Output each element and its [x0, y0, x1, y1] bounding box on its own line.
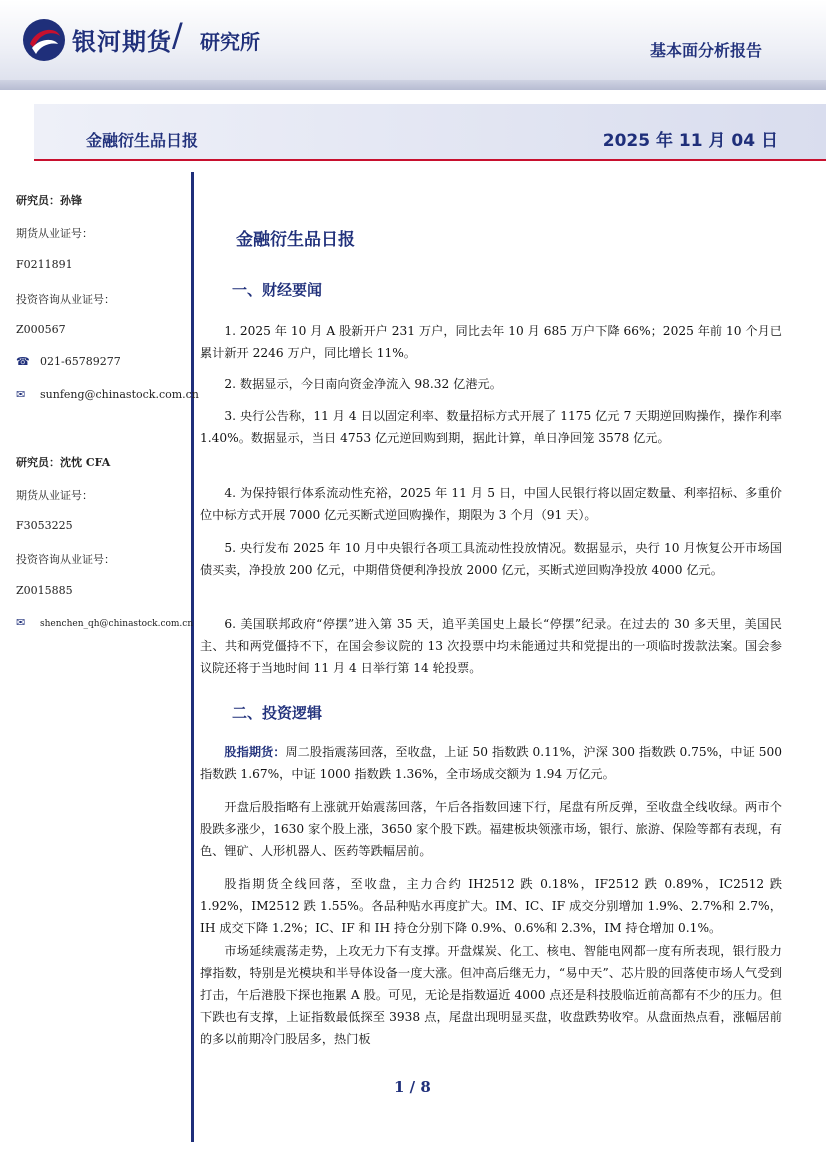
analyst-1-phone-row: [16, 355, 121, 368]
header-rule: [0, 80, 826, 90]
analyst-2-qual: F3053225: [16, 519, 73, 532]
report-type: 基本面分析报告: [649, 41, 762, 60]
news-item-6: 6. 美国联邦政府“停摆”进入第 35 天，追平美国史上最长“停摆”纪录。在过去的 30 多天里，美国民主、共和两党僵持不下，在国会参议院的 13 次投票中均未能通过共和党提出的一项临时拨款法案。国会参议院还将于当地时间 11 月 4 日举行第 14 轮投票。: [200, 617, 782, 675]
document-title: 金融衍生品日报: [236, 230, 355, 250]
analyst-2-name: 研究员：沈忱 CFA: [16, 456, 111, 469]
red-divider: [34, 159, 826, 161]
news-item-5: 5. 央行发布 2025 年 10 月中央银行各项工具流动性投放情况。数据显示，央行 10 月恢复公开市场国债买卖，净投放 200 亿元，中期借贷便利净投放 2000 亿元，买断式逆回购净投放 4000 亿元。: [200, 541, 782, 577]
brand-department: 研究所: [200, 30, 260, 54]
news-item-3: 3. 央行公告称，11 月 4 日以固定利率、数量招标方式开展了 1175 亿元 7 天期逆回购操作，操作利率 1.40%。数据显示，当日 4753 亿元逆回购到期，据此计算，单日净回笼 3578 亿元。: [200, 409, 782, 445]
analyst-1-name: 研究员：孙锋: [16, 194, 82, 207]
phone-icon: ☎: [16, 355, 30, 368]
sidebar-divider: [191, 172, 194, 1142]
analyst-1-qual: F0211891: [16, 258, 73, 271]
analyst-1-phone: 021-65789277: [40, 355, 121, 368]
logic-paragraph-3: 股指期货全线回落，至收盘，主力合约 IH2512 跌 0.18%，IF2512 跌 0.89%，IC2512 跌 1.92%，IM2512 跌 1.55%。各品种贴水再度扩大。IM、IC、IF 成交分别增加 1.9%、2.7%和 2.7%，IH 成交下降 1.2%；IC、IF 和 IH 持仓分别下降 0.9%、0.6%和 2.3%，IM 持仓增加 0.1%。: [200, 877, 782, 935]
band-title: 金融衍生品日报: [86, 131, 199, 150]
analyst-1-inv: Z000567: [16, 323, 66, 336]
section-2-title: 二、投资逻辑: [232, 704, 323, 722]
brand-name: 银河期货: [72, 28, 172, 56]
logic-lead: 股指期货：: [224, 745, 286, 759]
logic-paragraph-1-text: 周二股指震荡回落，至收盘，上证 50 指数跌 0.11%，沪深 300 指数跌 0.75%，中证 500 指数跌 1.67%，中证 1000 指数跌 1.36%，全市场成交额为 1.94 万亿元。: [200, 745, 782, 781]
logic-paragraph-2: 开盘后股指略有上涨就开始震荡回落，午后各指数回速下行，尾盘有所反弹，至收盘全线收绿。两市个股跌多涨少，1630 家个股上涨，3650 家个股下跌。福建板块领涨市场，银行、旅游、保险等都有表现，有色、锂矿、人形机器人、医药等跌幅居前。: [200, 800, 782, 858]
analyst-2-inv: Z0015885: [16, 584, 73, 597]
page-header: [0, 0, 826, 80]
analyst-1-inv-label: 投资咨询从业证号：: [16, 293, 115, 306]
analyst-2-email[interactable]: shenchen_qh@chinastock.com.cn: [40, 619, 194, 629]
band-date: 2025 年 11 月 04 日: [602, 131, 778, 151]
section-1-title: 一、财经要闻: [232, 281, 323, 299]
logic-paragraph-4: 市场延续震荡走势，上攻无力下有支撑。开盘煤炭、化工、核电、智能电网都一度有所表现，银行股力撑指数，特别是光模块和半导体设备一度大涨。但冲高后继无力，“易中天”、芯片股的回落使市场人气受到打击，午后港股下探也拖累 A 股。可见，无论是指数逼近 4000 点还是科技股临近前高都有不少的压力。但下跌也有支撑，上证指数最低探至 3938 点，尾盘出现明显买盘，收盘跌势收窄。从盘面热点看，涨幅居前的多以前期冷门股居多，热门板: [200, 944, 782, 1046]
brand-divider: /: [172, 16, 183, 54]
analyst-1-email[interactable]: sunfeng@chinastock.com.cn: [40, 388, 199, 401]
news-item-4: 4. 为保持银行体系流动性充裕，2025 年 11 月 5 日，中国人民银行将以固定数量、利率招标、多重价位中标方式开展 7000 亿元买断式逆回购操作，期限为 3 个月（91 天）。: [200, 486, 782, 522]
logic-paragraph-1: [200, 741, 782, 785]
analyst-2-inv-label: 投资咨询从业证号：: [16, 553, 115, 566]
analyst-1-qual-label: 期货从业证号：: [16, 227, 93, 240]
email-icon: ✉: [16, 616, 26, 629]
analyst-2-email-row: [16, 616, 193, 629]
page-number: 1 / 8: [394, 1078, 431, 1096]
email-icon: ✉: [16, 388, 26, 401]
galaxy-logo-icon: [22, 18, 66, 62]
analyst-2-qual-label: 期货从业证号：: [16, 489, 93, 502]
news-item-2: 2. 数据显示，今日南向资金净流入 98.32 亿港元。: [224, 377, 502, 391]
news-item-1: 1. 2025 年 10 月 A 股新开户 231 万户，同比去年 10 月 685 万户下降 66%；2025 年前 10 个月已累计新开 2246 万户，同比增长 11%。: [200, 324, 782, 360]
analyst-1-email-row: [16, 388, 199, 401]
